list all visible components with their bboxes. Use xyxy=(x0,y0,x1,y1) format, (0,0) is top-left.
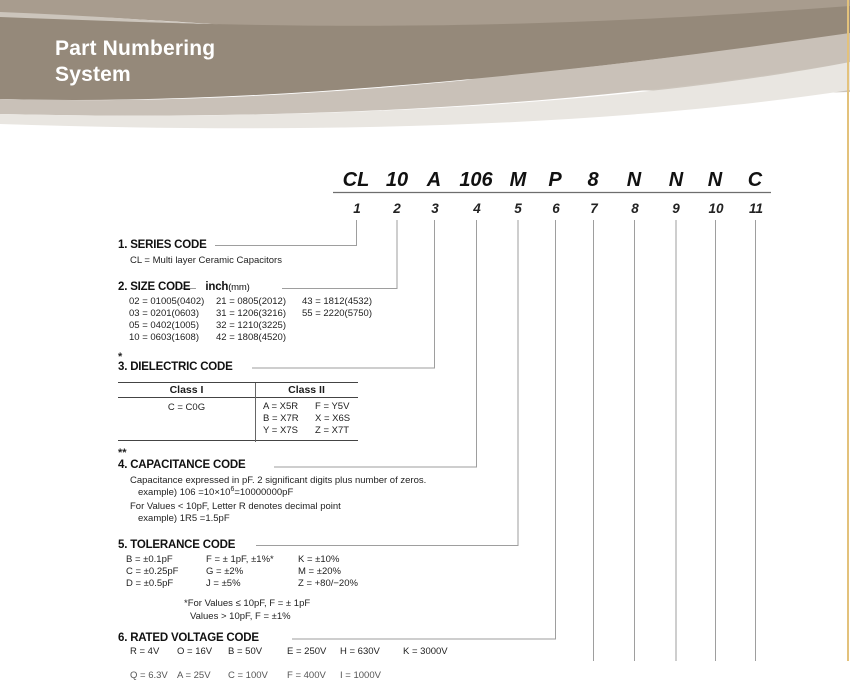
voltage-table xyxy=(118,644,558,681)
capacitance-code-number: 4. xyxy=(118,459,128,471)
dielectric-code-title xyxy=(118,361,558,373)
part-code-5: M xyxy=(509,169,527,191)
tolerance-cell: D = ±0.5pF xyxy=(126,578,174,589)
voltage-code-number: 6. xyxy=(118,632,128,644)
tolerance-note2: Values > 10pF, F = ±1% xyxy=(190,611,291,622)
position-number-8: 8 xyxy=(631,201,639,216)
tolerance-cell: B = ±0.1pF xyxy=(126,554,173,565)
size-cell: 10 = 0603(1608) xyxy=(129,332,199,343)
capacitance-example2: example) 1R5 =1.5pF xyxy=(138,513,230,524)
capacitance-example1 xyxy=(138,487,558,498)
tolerance-table xyxy=(118,551,558,593)
part-code-8: N xyxy=(626,169,642,191)
dielectric-footnote-star: * xyxy=(118,351,123,363)
voltage-cell: O = 16V xyxy=(177,646,213,657)
part-code-10: N xyxy=(707,169,723,191)
capacitance-example1-post: =10000000pF xyxy=(234,487,294,498)
position-number-6: 6 xyxy=(552,201,560,216)
class2-header: Class II xyxy=(288,384,325,396)
tolerance-cell: M = ±20% xyxy=(298,566,341,577)
part-code-11: C xyxy=(747,169,763,191)
class2-row xyxy=(263,401,349,412)
voltage-cell: H = 630V xyxy=(340,646,380,657)
page-title xyxy=(55,36,215,88)
position-number-5: 5 xyxy=(514,201,522,216)
part-code-1: CL xyxy=(342,169,370,191)
size-code-table xyxy=(118,293,558,343)
voltage-cell-clipped: Q = 6.3V xyxy=(130,670,168,681)
size-code-number: 2. xyxy=(118,281,128,293)
section-series-code xyxy=(118,239,558,266)
tolerance-code-number: 5. xyxy=(118,539,128,551)
size-cell: 55 = 2220(5750) xyxy=(302,308,372,319)
tolerance-code-title xyxy=(118,539,558,551)
class2-cell: X = X6S xyxy=(315,413,351,424)
size-cell: 02 = 01005(0402) xyxy=(129,296,205,307)
tolerance-cell: K = ±10% xyxy=(298,554,340,565)
section-tolerance-code xyxy=(118,539,558,622)
part-code-7: 8 xyxy=(587,169,599,191)
size-code-unit-paren: (mm) xyxy=(228,282,250,293)
page-edge-accent xyxy=(847,0,849,661)
tolerance-cell: F = ± 1pF, ±1%* xyxy=(206,554,274,565)
series-code-label: SERIES CODE xyxy=(130,239,207,251)
class1-value: C = C0G xyxy=(167,402,206,413)
position-number-10: 10 xyxy=(708,201,724,216)
position-number-7: 7 xyxy=(590,201,598,216)
position-number-4: 4 xyxy=(473,201,481,216)
section-capacitance-code xyxy=(118,459,558,524)
voltage-code-label: RATED VOLTAGE CODE xyxy=(130,632,259,644)
size-code-label: SIZE CODE xyxy=(130,281,191,293)
voltage-cell-clipped: F = 400V xyxy=(287,670,326,681)
tolerance-cell: Z = +80/−20% xyxy=(298,578,358,589)
voltage-cell: R = 4V xyxy=(130,646,160,657)
dielectric-code-label: DIELECTRIC CODE xyxy=(130,361,233,373)
size-cell: 03 = 0201(0603) xyxy=(129,308,199,319)
position-number-1: 1 xyxy=(353,201,361,216)
size-cell: 31 = 1206(3216) xyxy=(216,308,286,319)
class2-row xyxy=(263,413,350,424)
size-cell: 21 = 0805(2012) xyxy=(216,296,286,307)
tolerance-note1: *For Values ≤ 10pF, F = ± 1pF xyxy=(184,598,311,609)
capacitance-desc-line1: Capacitance expressed in pF. 2 significant digits plus number of zeros. xyxy=(130,475,427,486)
capacitance-footnote-stars: ** xyxy=(118,447,127,459)
capacitance-example1-pre: example) 106 =10×10 xyxy=(138,487,231,498)
series-code-title xyxy=(118,239,558,251)
class2-cell: Y = X7S xyxy=(263,425,298,436)
size-cell: 05 = 0402(1005) xyxy=(129,320,199,331)
class1-header: Class I xyxy=(169,384,204,396)
tolerance-cell: J = ±5% xyxy=(206,578,241,589)
voltage-cell: E = 250V xyxy=(287,646,327,657)
class2-cell: F = Y5V xyxy=(315,401,350,412)
position-number-3: 3 xyxy=(431,201,439,216)
voltage-cell-clipped: C = 100V xyxy=(228,670,268,681)
header-banner xyxy=(0,0,850,125)
size-cell: 43 = 1812(4532) xyxy=(302,296,372,307)
part-code-6: P xyxy=(548,169,562,191)
voltage-cell-clipped: I = 1000V xyxy=(340,670,381,681)
position-number-11: 11 xyxy=(748,201,764,216)
page-title-line2: System xyxy=(55,63,131,86)
series-code-number: 1. xyxy=(118,239,128,251)
position-number-9: 9 xyxy=(672,201,680,216)
section-size-code xyxy=(118,281,558,343)
voltage-cell: K = 3000V xyxy=(403,646,448,657)
voltage-cell-clipped: A = 25V xyxy=(177,670,211,681)
size-cell: 32 = 1210(3225) xyxy=(216,320,286,331)
part-code-4: 106 xyxy=(459,169,493,191)
dielectric-table xyxy=(118,382,358,441)
section-dielectric-code xyxy=(118,361,558,373)
class2-row xyxy=(263,425,349,436)
tolerance-cell: G = ±2% xyxy=(206,566,244,577)
capacitance-desc-line2: For Values < 10pF, Letter R denotes decimal point xyxy=(130,501,341,512)
size-code-unit: inch xyxy=(205,281,229,293)
class2-cell: B = X7R xyxy=(263,413,299,424)
page-title-line1: Part Numbering xyxy=(55,37,216,60)
position-number-2: 2 xyxy=(393,201,401,216)
part-code-3: A xyxy=(426,169,442,191)
series-code-desc: CL = Multi layer Ceramic Capacitors xyxy=(130,255,282,266)
dielectric-code-number: 3. xyxy=(118,361,128,373)
capacitance-code-title xyxy=(118,459,558,471)
part-code-9: N xyxy=(668,169,684,191)
class2-cell: Z = X7T xyxy=(315,425,350,436)
tolerance-code-label: TOLERANCE CODE xyxy=(130,539,236,551)
tolerance-cell: C = ±0.25pF xyxy=(126,566,179,577)
capacitance-example1-exponent: 6 xyxy=(230,485,235,493)
size-code-title xyxy=(118,281,558,293)
section-rated-voltage-code xyxy=(118,632,558,681)
size-cell: 42 = 1808(4520) xyxy=(216,332,286,343)
voltage-code-title xyxy=(118,632,558,644)
part-code-2: 10 xyxy=(385,169,409,191)
class2-cell: A = X5R xyxy=(263,401,299,412)
capacitance-code-label: CAPACITANCE CODE xyxy=(130,459,246,471)
voltage-cell: B = 50V xyxy=(228,646,263,657)
